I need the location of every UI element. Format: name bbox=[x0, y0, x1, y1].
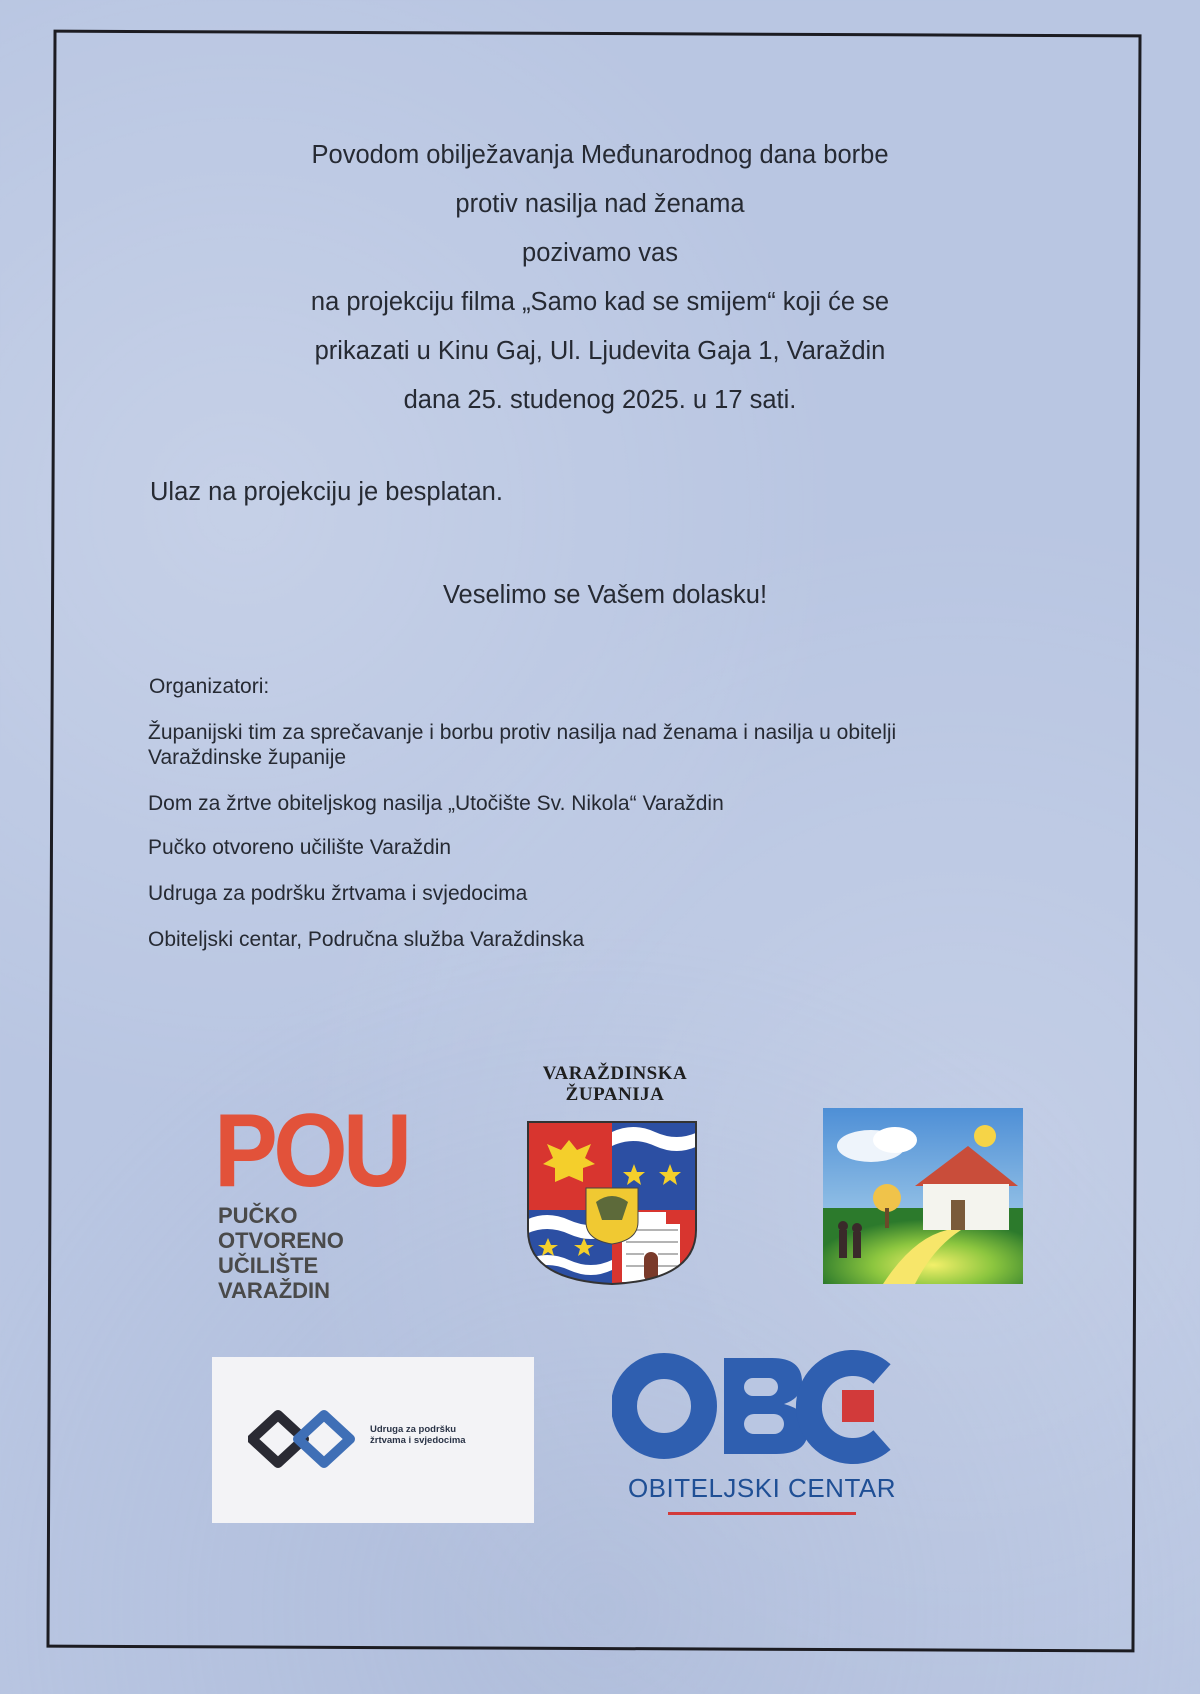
pou-logo-line: UČILIŠTE bbox=[218, 1253, 319, 1278]
udruga-logo-line: žrtvama i svjedocima bbox=[370, 1435, 466, 1446]
pou-logo-line: PUČKO bbox=[218, 1203, 298, 1228]
invitation-text bbox=[0, 131, 1200, 425]
county-title-line: VARAŽDINSKA bbox=[542, 1063, 688, 1084]
organizer-item: Obiteljski centar, Područna služba Varaždinska bbox=[148, 928, 585, 951]
organizers-list bbox=[148, 720, 896, 973]
free-entry-text: Ulaz na projekciju je besplatan. bbox=[150, 478, 503, 506]
udruga-logo-line: Udruga za podršku bbox=[370, 1424, 457, 1435]
intro-line: prikazati u Kinu Gaj, Ul. Ljudevita Gaja 1, Varaždin bbox=[314, 337, 886, 365]
obc-underline bbox=[668, 1512, 856, 1515]
shelter-logo-icon bbox=[823, 1108, 1023, 1284]
organizer-line: Županijski tim za sprečavanje i borbu protiv nasilja nad ženama i nasilja u obitelji bbox=[148, 721, 897, 744]
pou-logo bbox=[214, 1093, 424, 1303]
pou-logo-mark: POU bbox=[214, 1093, 408, 1209]
intro-line: Povodom obilježavanja Međunarodnog dana borbe bbox=[311, 141, 889, 169]
organizer-line: Varaždinske županije bbox=[148, 746, 347, 769]
udruga-link-icon bbox=[248, 1409, 358, 1469]
welcome-text: Veselimo se Vašem dolasku! bbox=[442, 581, 768, 609]
pou-logo-line: VARAŽDIN bbox=[218, 1278, 331, 1303]
organizers-title: Organizatori: bbox=[149, 675, 270, 698]
intro-line: na projekciju filma „Samo kad se smijem“ koji će se bbox=[310, 288, 890, 316]
obc-logo-text: OBITELJSKI CENTAR bbox=[627, 1473, 897, 1503]
udruga-logo bbox=[212, 1357, 534, 1523]
organizer-item: Udruga za podršku žrtvama i svjedocima bbox=[148, 882, 528, 905]
intro-line: dana 25. studenog 2025. u 17 sati. bbox=[403, 386, 797, 414]
intro-line: pozivamo vas bbox=[522, 239, 678, 267]
pou-logo-line: OTVORENO bbox=[218, 1228, 344, 1253]
county-title-line: ŽUPANIJA bbox=[565, 1084, 665, 1105]
organizer-item: Pučko otvoreno učilište Varaždin bbox=[148, 836, 452, 859]
intro-line: protiv nasilja nad ženama bbox=[455, 190, 745, 218]
organizer-item bbox=[148, 720, 896, 770]
udruga-logo-text bbox=[370, 1424, 466, 1446]
pou-logo-text bbox=[218, 1203, 424, 1303]
coat-of-arms-icon bbox=[526, 1120, 698, 1286]
organizer-item: Dom za žrtve obiteljskog nasilja „Utočište Sv. Nikola“ Varaždin bbox=[148, 792, 724, 815]
obc-logo-icon bbox=[612, 1348, 912, 1470]
county-title bbox=[510, 1063, 720, 1105]
